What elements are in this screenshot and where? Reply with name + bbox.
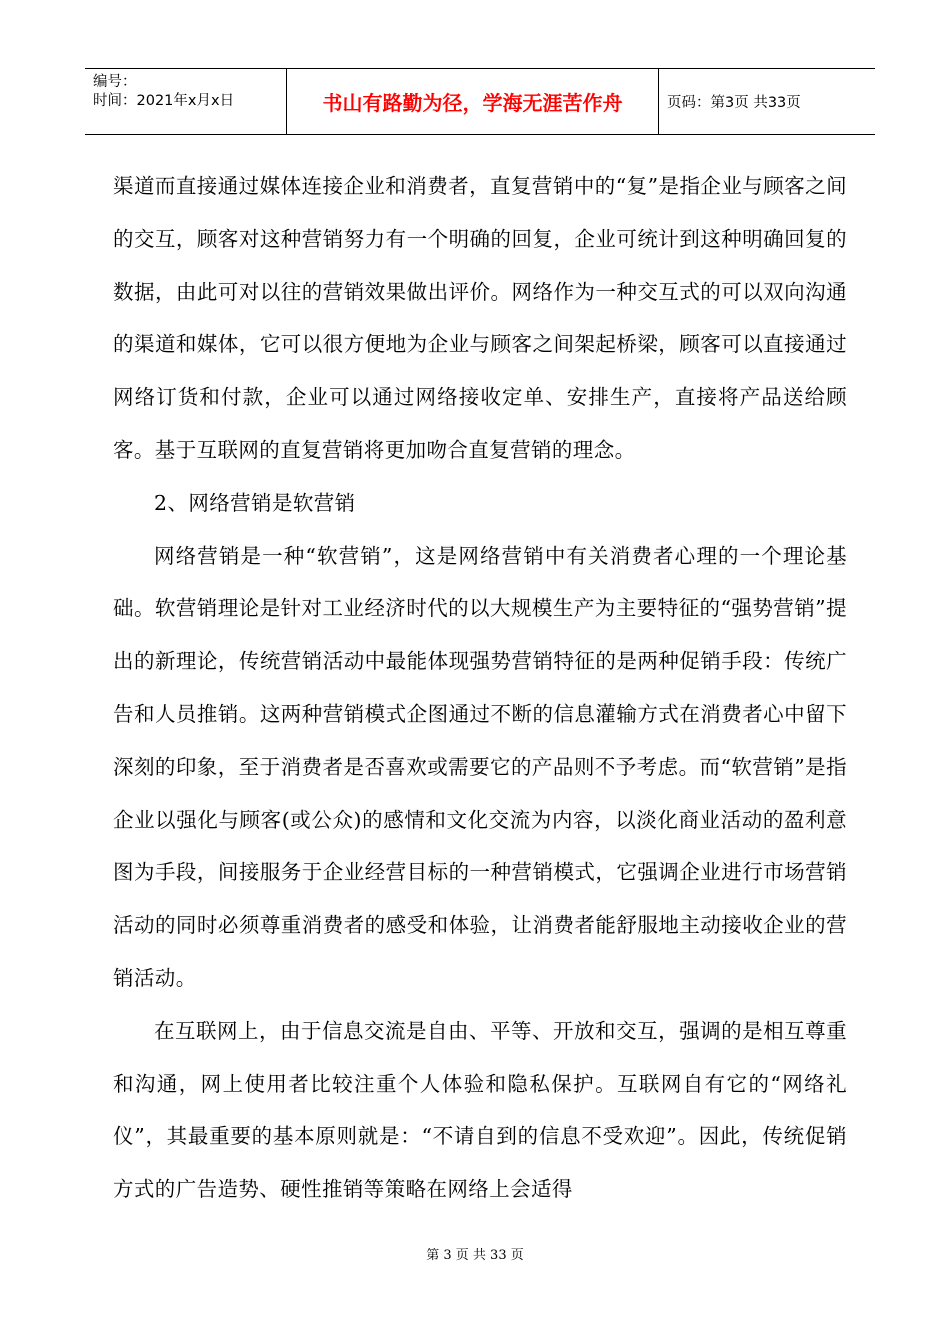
document-body [113,160,847,1216]
paragraph-soft-marketing: 网络营销是一种“软营销”，这是网络营销中有关消费者心理的一个理论基础。软营销理论是针对工业经济时代的以大规模生产为主要特征的“强势营销”提出的新理论，传统营销活动中最能体现强势营销特征的是两种促销手段：传统广告和人员推销。这两种营销模式企图通过不断的信息灌输方式在消费者心中留下深刻的印象，至于消费者是否喜欢或需要它的产品则不予考虑。而“软营销”是指企业以强化与顾客(或公众)的感情和文化交流为内容，以淡化商业活动的盈利意图为手段，间接服务于企业经营目标的一种营销模式，它强调企业进行市场营销活动的同时必须尊重消费者的感受和体验，让消费者能舒服地主动接收企业的营销活动。 [113,543,847,990]
document-time-label: 时间：2021年x月x日 [93,93,235,109]
section-heading: 2、网络营销是软营销 [154,490,356,515]
paragraph-continuation: 渠道而直接通过媒体连接企业和消费者，直复营销中的“复”是指企业与顾客之间的交互，顾客对这种营销努力有一个明确的回复，企业可统计到这种明确回复的数据，由此可对以往的营销效果做出评价。网络作为一种交互式的可以双向沟通的渠道和媒体，它可以很方便地为企业与顾客之间架起桥梁，顾客可以直接通过网络订货和付款，企业可以通过网络接收定单、安排生产，直接将产品送给顾客。基于互联网的直复营销将更加吻合直复营销的理念。 [113,174,847,462]
paragraph-internet: 在互联网上，由于信息交流是自由、平等、开放和交互，强调的是相互尊重和沟通，网上使用者比较注重个人体验和隐私保护。互联网自有它的“网络礼仪”，其最重要的基本原则就是：“不请自到的信息不受欢迎”。因此，传统促销方式的广告造势、硬性推销等策略在网络上会适得 [113,1018,847,1202]
header-meta [85,69,287,134]
document-number-label: 编号： [93,74,137,90]
page-footer: 第 3 页 共 33 页 [426,1248,524,1263]
page-header [85,68,875,135]
header-page-info: 页码：第3页 共33页 [667,95,801,111]
header-motto: 书山有路勤为径，学海无涯苦作舟 [287,69,659,134]
